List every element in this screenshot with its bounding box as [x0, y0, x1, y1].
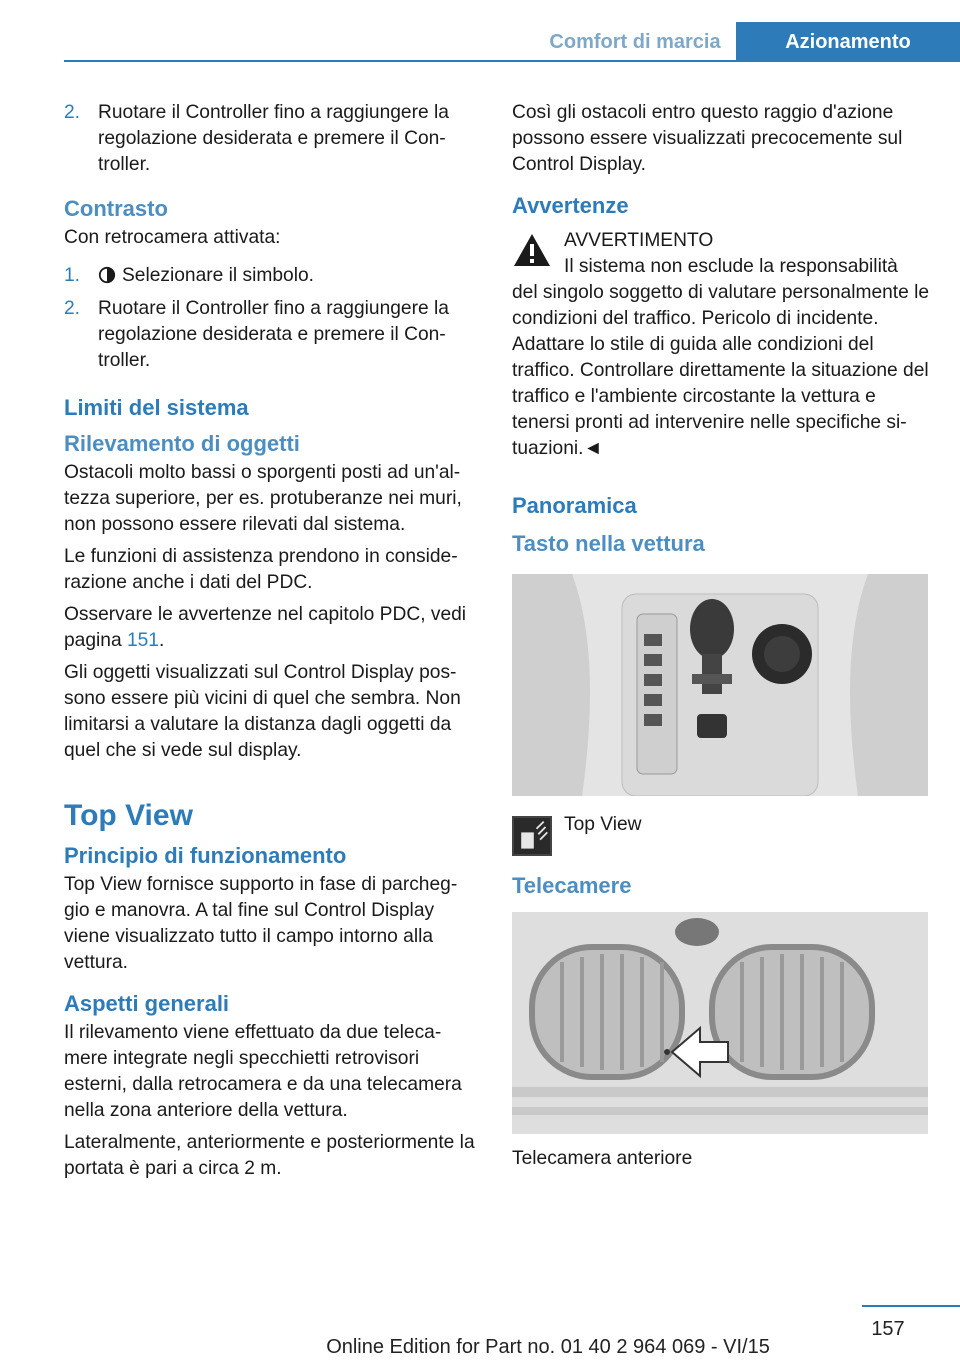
detection-paragraph	[64, 602, 477, 654]
edition-text: Online Edition for Part no. 01 40 2 964 069 - VI/15	[326, 1336, 770, 1358]
contrast-icon	[98, 266, 116, 284]
detection-heading: Rilevamento di oggetti	[64, 431, 300, 456]
header-section-tab[interactable]: Comfort di marcia	[549, 31, 721, 53]
detection-paragraph: Le funzioni di assistenza prendono in conside-razione anche i dati del PDC.	[64, 546, 458, 593]
warning-first-line: Il sistema non esclude la responsabilità	[564, 256, 898, 277]
warning-title: AVVERTIMENTO	[564, 230, 714, 251]
list-text: Ruotare il Controller fino a raggiungere la regolazione desiderata e premere il Con-troller.	[98, 102, 449, 175]
list-number: 1.	[64, 265, 81, 286]
list-number: 2.	[64, 102, 81, 123]
button-heading: Tasto nella vettura	[512, 531, 705, 556]
warning-block	[512, 228, 930, 462]
list-item	[64, 263, 477, 289]
contrast-intro: Con retrocamera attivata:	[64, 227, 281, 248]
page-number: 157	[871, 1318, 905, 1340]
warnings-heading: Avvertenze	[512, 193, 629, 218]
general-heading: Aspetti generali	[64, 991, 230, 1016]
topview-button-row	[512, 812, 930, 856]
topview-label: Top View	[564, 814, 642, 835]
warning-triangle-icon	[512, 232, 552, 268]
left-column	[64, 100, 477, 1188]
general-paragraph: Lateralmente, anteriormente e posteriormente la portata è pari a circa 2 m.	[64, 1132, 475, 1179]
topview-button-icon	[512, 816, 552, 856]
cameras-heading: Telecamere	[512, 873, 632, 898]
detection-paragraph: Ostacoli molto bassi o sporgenti posti ad un'al-tezza superiore, per es. protuberanze nei muri, non possono essere rilevati dal sistema.	[64, 462, 462, 535]
list-text: Selezionare il simbolo.	[122, 265, 314, 286]
limits-heading: Limiti del sistema	[64, 395, 249, 420]
list-text: Ruotare il Controller fino a raggiungere la regolazione desiderata e premere il Con-troller.	[98, 298, 449, 371]
paragraph-text: Osservare le avvertenze nel capitolo PDC, vedi pagina	[64, 604, 467, 651]
detection-paragraph: Gli oggetti visualizzati sul Control Display pos-sono essere più vicini di quel che sembra. Non limitarsi a valutare la distanza dagli oggetti da quel che si vede sul display.	[64, 662, 461, 761]
topview-title: Top View	[64, 799, 193, 832]
front-camera-image	[512, 912, 928, 1134]
warning-body: del singolo soggetto di valutare personalmente le condizioni del traffico. Pericolo di incidente. Adattare lo stile di guida alle condizioni del traffico. Controllare direttamente la situazione del traffico e l'ambiente circostante la vettura e tenersi pronti ad intervenire nelle specifiche si-tuazioni.◄	[512, 282, 930, 459]
header-divider	[64, 60, 960, 62]
list-number: 2.	[64, 298, 81, 319]
page-header	[0, 22, 960, 62]
page-link[interactable]: 151	[126, 630, 159, 651]
footer-divider	[862, 1305, 960, 1307]
principle-paragraph: Top View fornisce supporto in fase di parcheg-gio e manovra. A tal fine sul Control Display viene visualizzato tutto il campo intorno alla vettura.	[64, 874, 458, 973]
general-paragraph: Il rilevamento viene effettuato da due teleca-mere integrate negli specchietti retrovisori esterni, dalla retrocamera e da una telecamera nella zona anteriore della vettura.	[64, 1022, 462, 1121]
overview-heading: Panoramica	[512, 493, 637, 518]
right-column	[512, 100, 930, 1178]
intro-paragraph: Così gli ostacoli entro questo raggio d'azione possono essere visualizzati precocemente sul Control Display.	[512, 102, 903, 175]
principle-heading: Principio di funzionamento	[64, 843, 347, 868]
paragraph-text: .	[158, 630, 165, 651]
camera-caption: Telecamera anteriore	[512, 1148, 693, 1169]
header-chapter-tab[interactable]: Azionamento	[736, 22, 960, 62]
center-console-image	[512, 574, 928, 796]
list-item	[64, 100, 477, 178]
contrast-heading: Contrasto	[64, 196, 168, 221]
list-item	[64, 296, 477, 374]
